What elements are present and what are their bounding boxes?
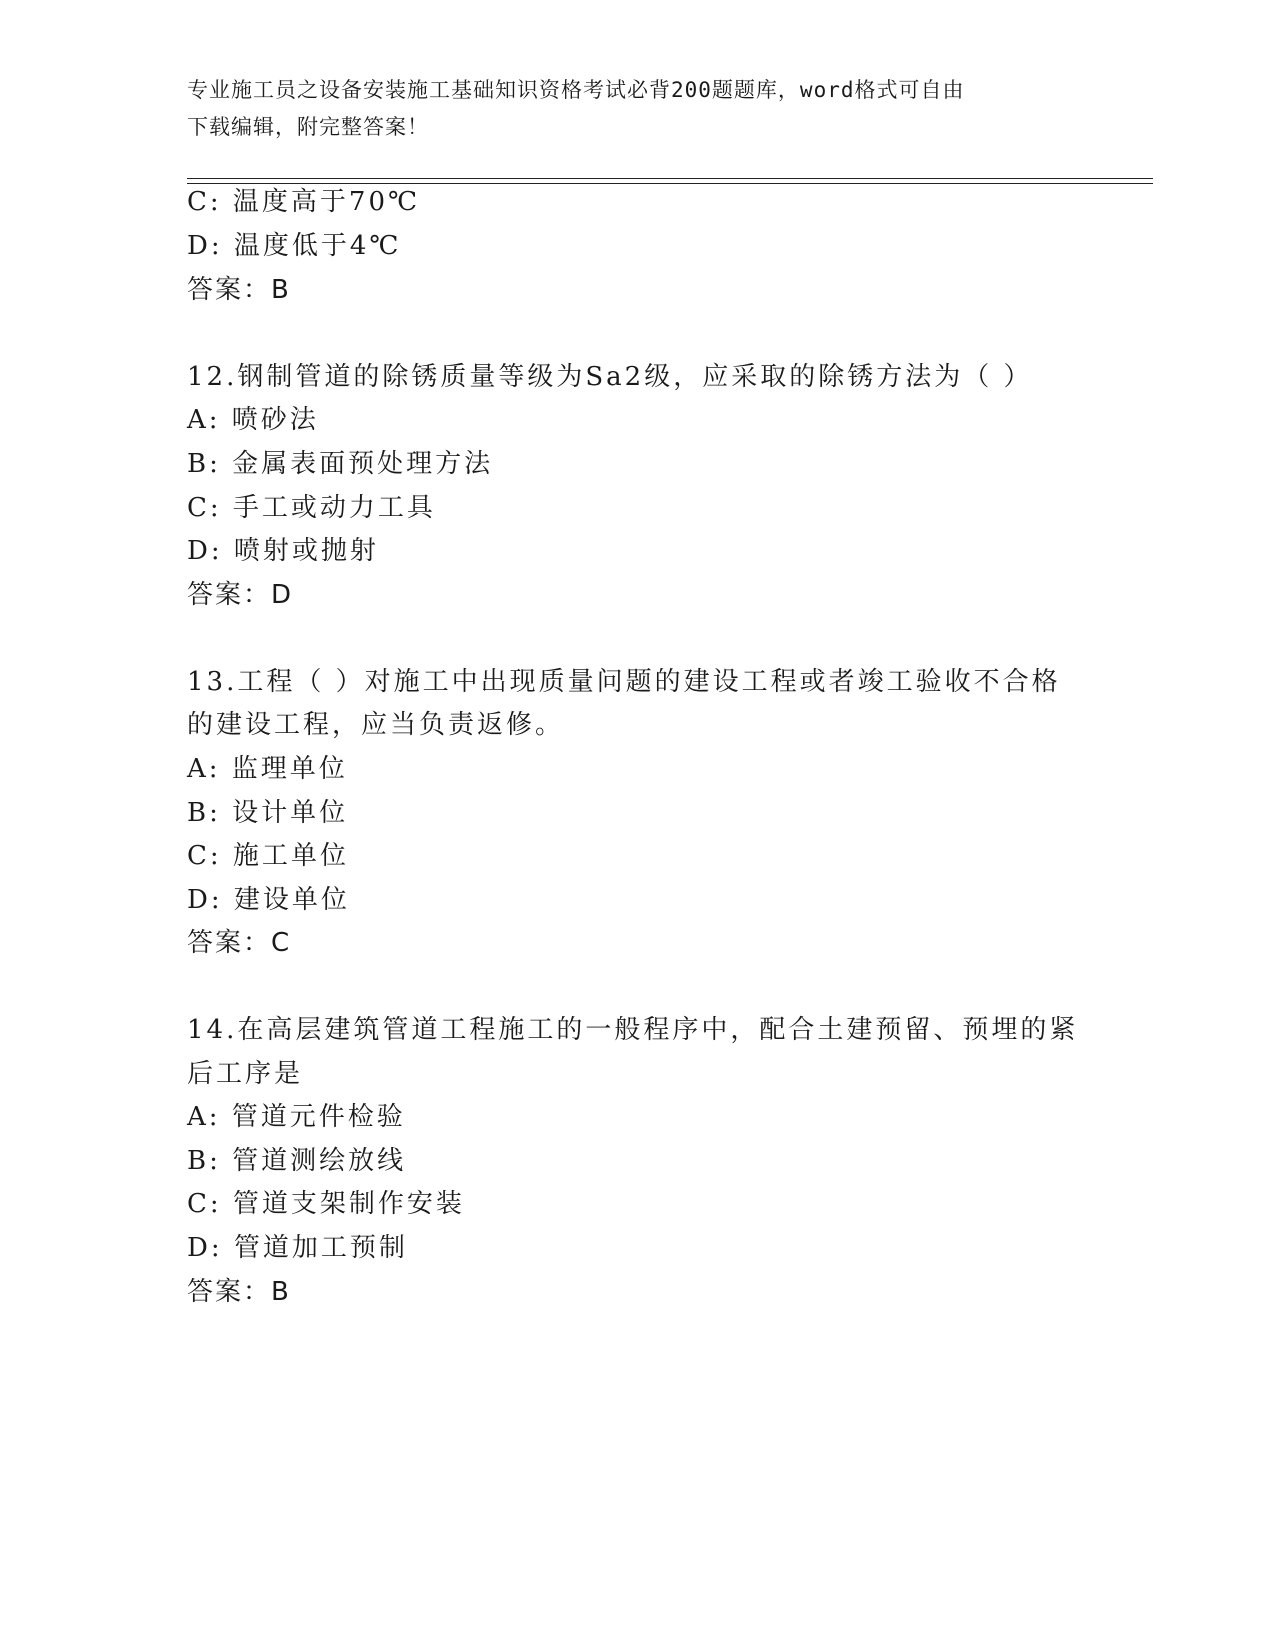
q12-answer: 答案：D <box>187 580 294 610</box>
q13-option-a: A: 监理单位 <box>187 754 348 784</box>
header-title-line-2: 下载编辑，附完整答案！ <box>187 115 429 139</box>
q14-option-a: A: 管道元件检验 <box>187 1102 406 1132</box>
q13-stem-line-1: 13.工程（ ）对施工中出现质量问题的建设工程或者竣工验收不合格 <box>187 667 1061 697</box>
q11-option-c: C: 温度高于70℃ <box>187 187 421 217</box>
document-header <box>187 72 1087 146</box>
q11-option-d: D: 温度低于4℃ <box>187 231 402 261</box>
q12-stem: 12.钢制管道的除锈质量等级为Sa2级，应采取的除锈方法为（ ） <box>187 362 1033 392</box>
header-title-line-1: 专业施工员之设备安装施工基础知识资格考试必背200题题库，word格式可自由 <box>187 78 965 102</box>
q12-option-a: A: 喷砂法 <box>187 405 319 435</box>
header-divider-bottom <box>187 183 1153 184</box>
q12-option-c: C: 手工或动力工具 <box>187 493 436 523</box>
q14-option-d: D: 管道加工预制 <box>187 1233 408 1263</box>
q13-option-b: B: 设计单位 <box>187 798 349 828</box>
header-divider-top <box>187 178 1153 179</box>
q14-stem-line-2: 后工序是 <box>187 1059 304 1089</box>
q13-option-d: D: 建设单位 <box>187 885 350 915</box>
q14-option-c: C: 管道支架制作安装 <box>187 1189 465 1219</box>
q13-stem-line-2: 的建设工程，应当负责返修。 <box>187 710 565 740</box>
q11-answer: 答案：B <box>187 275 291 305</box>
q14-stem-line-1: 14.在高层建筑管道工程施工的一般程序中，配合土建预留、预埋的紧 <box>187 1015 1079 1045</box>
q13-option-c: C: 施工单位 <box>187 841 349 871</box>
q14-option-b: B: 管道测绘放线 <box>187 1146 407 1176</box>
q12-option-d: D: 喷射或抛射 <box>187 536 379 566</box>
q12-option-b: B: 金属表面预处理方法 <box>187 449 494 479</box>
q13-answer: 答案：C <box>187 928 292 958</box>
q14-answer: 答案：B <box>187 1277 291 1307</box>
